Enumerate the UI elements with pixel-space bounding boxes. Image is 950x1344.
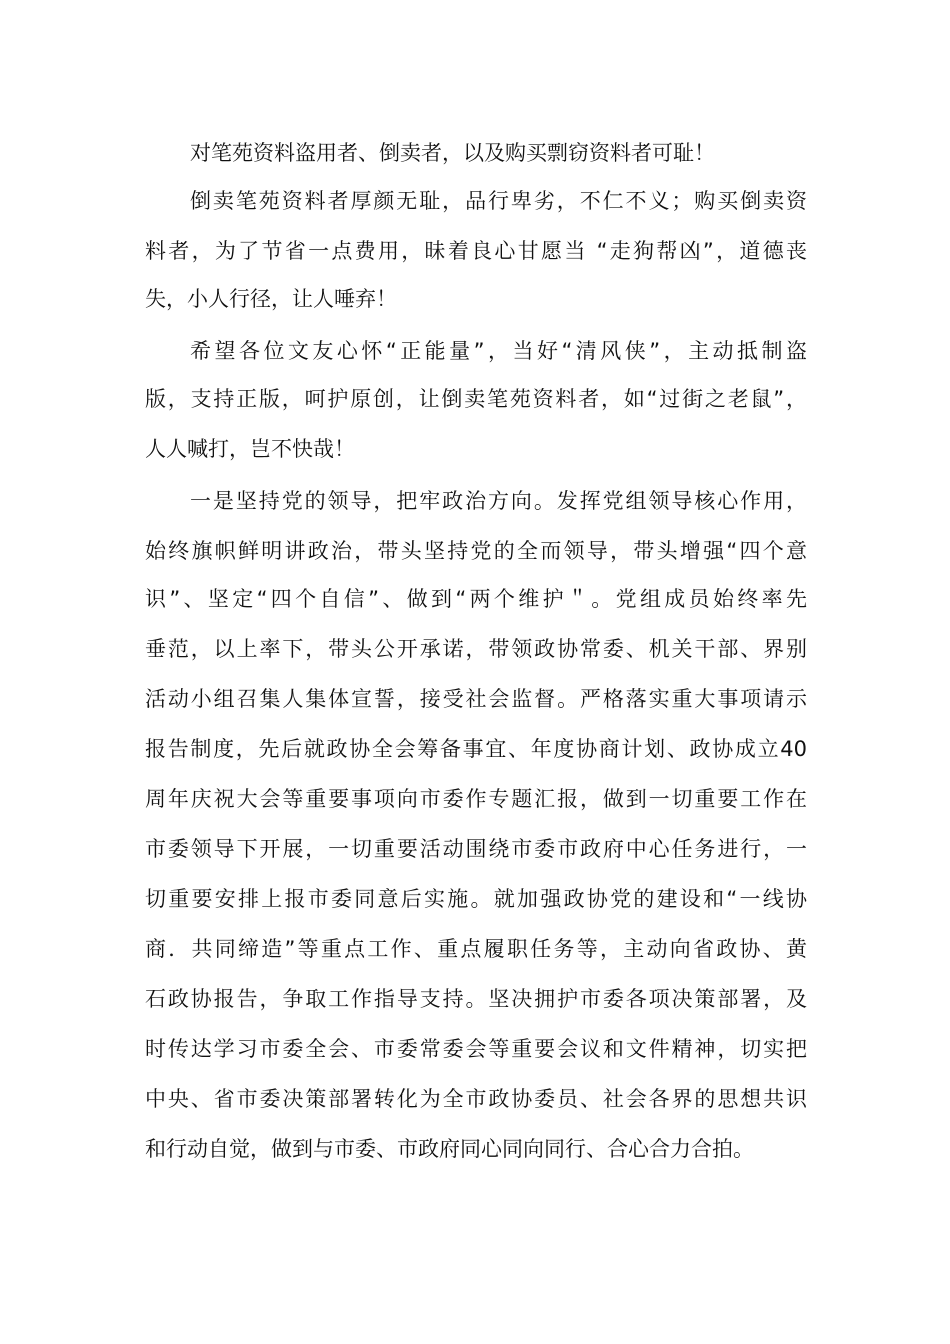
paragraph-4-line: 市委领导下开展，一切重要活动围绕市委市政府中心任务进行，一 xyxy=(145,837,807,861)
paragraph-4-line: 垂范，以上率下，带头公开承诺，带领政协常委、机关干部、界别 xyxy=(145,637,807,661)
paragraph-4-line: 切重要安排上报市委同意后实施。就加强政协党的建设和“一线协 xyxy=(145,887,807,911)
paragraph-4-line: 报告制度，先后就政协全会筹备事宜、年度协商计划、政协成立40 xyxy=(145,737,807,761)
paragraph-1-line: 对笔苑资料盗用者、倒卖者，以及购买剽窃资料者可耻！ xyxy=(190,141,715,165)
paragraph-4-line: 商．共同缔造”等重点工作、重点履职任务等，主动向省政协、黄 xyxy=(145,937,807,961)
paragraph-2-line: 料者，为了节省一点费用，昧着良心甘愿当 “走狗帮凶”，道德丧 xyxy=(145,239,807,263)
paragraph-4-line: 识”、坚定“四个自信”、做到“两个维护＂。党组成员始终率先 xyxy=(145,587,807,611)
paragraph-2-line: 失，小人行径，让人唾弃！ xyxy=(145,287,397,311)
paragraph-4-line: 中央、省市委决策部署转化为全市政协委员、社会各界的思想共识 xyxy=(145,1087,807,1111)
paragraph-4-line: 石政协报告，争取工作指导支持。坚决拥护市委各项决策部署，及 xyxy=(145,987,807,1011)
paragraph-4-line: 始终旗帜鲜明讲政治，带头坚持党的全而领导，带头增强“四个意 xyxy=(145,539,807,563)
paragraph-4-line: 一是坚持党的领导，把牢政治方向。发挥党组领导核心作用， xyxy=(190,489,807,513)
paragraph-3-line: 希望各位文友心怀“正能量”，当好“清风侠”，主动抵制盗 xyxy=(190,339,807,363)
paragraph-2-line: 倒卖笔苑资料者厚颜无耻，品行卑劣，不仁不义；购买倒卖资 xyxy=(190,189,807,213)
paragraph-4-line: 活动小组召集人集体宣誓，接受社会监督。严格落实重大事项请示 xyxy=(145,687,807,711)
paragraph-3-line: 版，支持正版，呵护原创，让倒卖笔苑资料者，如“过街之老鼠”， xyxy=(145,387,807,411)
paragraph-4-line: 时传达学习市委全会、市委常委会等重要会议和文件精神，切实把 xyxy=(145,1037,807,1061)
paragraph-4-line: 周年庆祝大会等重要事项向市委作专题汇报，做到一切重要工作在 xyxy=(145,787,807,811)
paragraph-3-line: 人人喊打，岂不快哉！ xyxy=(145,437,355,461)
paragraph-4-line: 和行动自觉，做到与市委、市政府同心同向同行、合心合力合拍。 xyxy=(145,1137,754,1161)
